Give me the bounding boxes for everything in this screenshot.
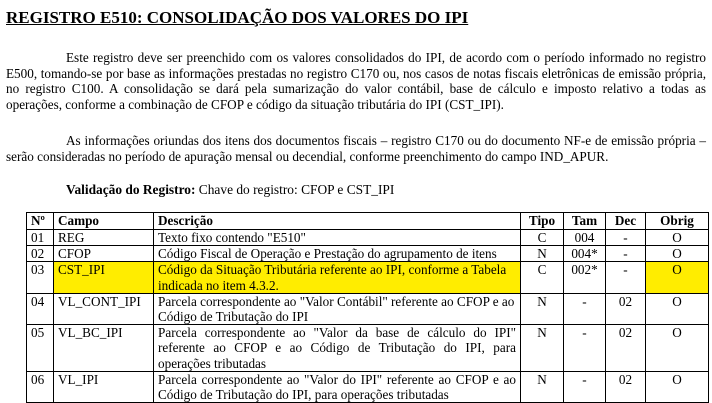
- register-fields-table: [26, 212, 709, 403]
- header-dec: Dec: [606, 213, 646, 230]
- header-obrig: Obrig: [646, 213, 709, 230]
- cell-tipo: N: [521, 371, 564, 402]
- header-descricao: Descrição: [154, 213, 521, 230]
- cell-campo: VL_BC_IPI: [54, 325, 154, 372]
- cell-obrig: O: [646, 325, 709, 372]
- cell-campo: REG: [54, 230, 154, 246]
- cell-obrig: O: [646, 246, 709, 262]
- table-row: [27, 230, 709, 246]
- table-header-row: [27, 213, 709, 230]
- cell-descricao-highlighted: Código da Situação Tributária referente ao IPI, conforme a Tabela indicada no item 4.3.2.: [154, 262, 521, 293]
- cell-obrig: O: [646, 230, 709, 246]
- cell-dec: -: [606, 246, 646, 262]
- cell-dec: 02: [606, 325, 646, 372]
- paragraph-period: [6, 133, 706, 164]
- cell-num: 05: [27, 325, 54, 372]
- table-row-highlighted: [27, 262, 709, 293]
- cell-tam: 004*: [564, 246, 606, 262]
- cell-descricao: Parcela correspondente ao "Valor da base de cálculo do IPI" referente ao CFOP e ao Código de Tributação do IPI, para operações tributadas: [154, 325, 521, 372]
- cell-campo: VL_IPI: [54, 371, 154, 402]
- table-row: [27, 293, 709, 324]
- table-row: [27, 246, 709, 262]
- cell-obrig: O: [646, 371, 709, 402]
- cell-num: 04: [27, 293, 54, 324]
- cell-dec: 02: [606, 371, 646, 402]
- validation-line: [66, 182, 394, 198]
- paragraph-period-text: As informações oriundas dos itens dos documentos fiscais – registro C170 ou do documento NF-e de emissão própria – serão consideradas no período de apuração mensal ou decendial, conforme preenchimento do campo IND_APUR.: [6, 133, 706, 164]
- paragraph-description: [6, 50, 706, 112]
- cell-dec: -: [606, 230, 646, 246]
- cell-descricao: Código Fiscal de Operação e Prestação do agrupamento de itens: [154, 246, 521, 262]
- cell-num: 01: [27, 230, 54, 246]
- cell-obrig: O: [646, 293, 709, 324]
- paragraph-description-text: Este registro deve ser preenchido com os valores consolidados do IPI, de acordo com o período informado no registro E500, tomando-se por base as informações prestadas no registro C170 ou, nos casos de notas fiscais eletrônicas de emissão própria, no registro C100. A consolidação se dará pela sumarização do valor contábil, base de cálculo e imposto relativo a todas as operações, conforme a combinação de CFOP e código da situação tributária do IPI (CST_IPI).: [6, 50, 706, 112]
- cell-tam: 004: [564, 230, 606, 246]
- cell-obrig-highlighted: O: [646, 262, 709, 293]
- cell-tipo: C: [521, 262, 564, 293]
- cell-descricao: Parcela correspondente ao "Valor do IPI" referente ao CFOP e ao Código de Tributação do IPI, para operações tributadas: [154, 371, 521, 402]
- validation-label: Validação do Registro:: [66, 182, 196, 197]
- validation-text: Chave do registro: CFOP e CST_IPI: [195, 182, 395, 197]
- cell-tipo: N: [521, 325, 564, 372]
- cell-tam: -: [564, 293, 606, 324]
- cell-num: 02: [27, 246, 54, 262]
- table-row: [27, 325, 709, 372]
- header-campo: Campo: [54, 213, 154, 230]
- cell-campo: CFOP: [54, 246, 154, 262]
- header-tam: Tam: [564, 213, 606, 230]
- cell-tipo: C: [521, 230, 564, 246]
- cell-descricao: Texto fixo contendo "E510": [154, 230, 521, 246]
- cell-num: 06: [27, 371, 54, 402]
- cell-dec: -: [606, 262, 646, 293]
- cell-tam: -: [564, 371, 606, 402]
- header-num: Nº: [27, 213, 54, 230]
- cell-tipo: N: [521, 293, 564, 324]
- cell-tam: -: [564, 325, 606, 372]
- cell-descricao: Parcela correspondente ao "Valor Contábil" referente ao CFOP e ao Código de Tributação do IPI: [154, 293, 521, 324]
- cell-campo: VL_CONT_IPI: [54, 293, 154, 324]
- page-title: REGISTRO E510: CONSOLIDAÇÃO DOS VALORES DO IPI: [6, 8, 469, 27]
- cell-tipo: N: [521, 246, 564, 262]
- header-tipo: Tipo: [521, 213, 564, 230]
- cell-dec: 02: [606, 293, 646, 324]
- table-row: [27, 371, 709, 402]
- cell-campo-highlighted: CST_IPI: [54, 262, 154, 293]
- cell-num: 03: [27, 262, 54, 293]
- cell-tam: 002*: [564, 262, 606, 293]
